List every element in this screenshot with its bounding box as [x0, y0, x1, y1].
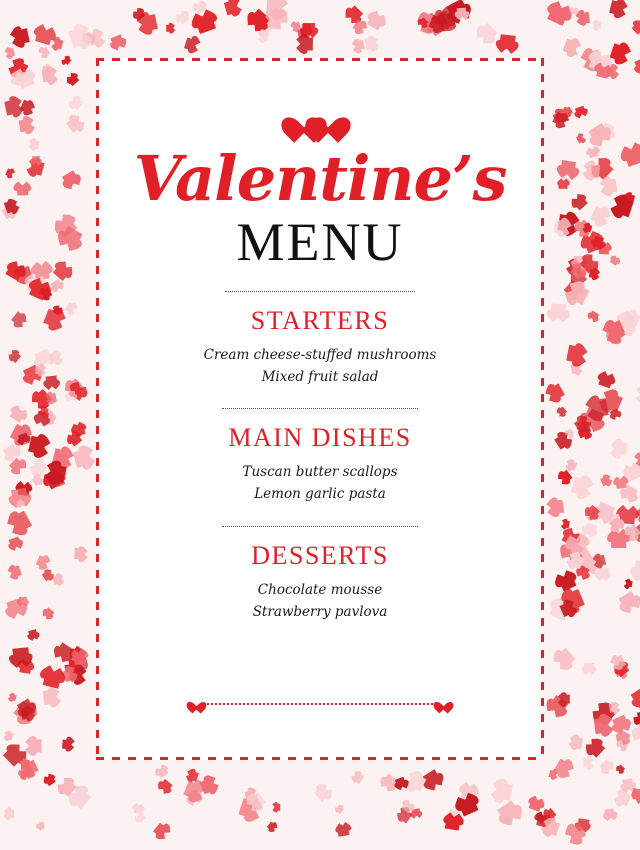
heart-confetti-icon: [36, 556, 49, 569]
heart-confetti-icon: [588, 148, 598, 158]
heart-confetti-icon: [563, 39, 578, 55]
heart-confetti-icon: [70, 97, 83, 110]
heart-confetti-icon: [134, 805, 143, 814]
heart-confetti-icon: [596, 554, 607, 565]
heart-confetti-icon: [610, 257, 619, 266]
heart-confetti-icon: [66, 116, 82, 133]
heart-confetti-icon: [32, 156, 40, 163]
heart-confetti-icon: [457, 796, 478, 816]
heart-confetti-icon: [570, 9, 576, 15]
heart-confetti-icon: [17, 72, 35, 89]
page-title-script: Valentine’s: [134, 148, 507, 210]
heart-confetti-icon: [47, 393, 56, 403]
dotted-line: [204, 703, 436, 705]
heart-confetti-icon: [157, 766, 169, 778]
heart-confetti-icon: [609, 43, 626, 61]
heart-confetti-icon: [195, 14, 216, 34]
heart-confetti-icon: [11, 311, 25, 325]
heart-confetti-icon: [10, 565, 22, 577]
heart-confetti-icon: [352, 772, 363, 783]
heart-confetti-icon: [588, 123, 609, 144]
heart-confetti-icon: [5, 169, 13, 178]
heart-right-icon: [313, 106, 343, 133]
heart-confetti-icon: [314, 786, 330, 802]
heart-confetti-icon: [553, 219, 568, 234]
heart-confetti-icon: [51, 279, 62, 290]
heart-confetti-icon: [346, 6, 362, 22]
heart-confetti-icon: [42, 66, 49, 74]
heart-confetti-icon: [53, 39, 63, 49]
heart-confetti-icon: [71, 788, 92, 809]
section-title-starters: STARTERS: [251, 306, 389, 336]
heart-confetti-icon: [622, 778, 634, 789]
heart-confetti-icon: [496, 782, 514, 801]
heart-confetti-icon: [634, 57, 640, 72]
heart-confetti-icon: [554, 433, 570, 449]
section-title-desserts: DESSERTS: [251, 541, 389, 571]
heart-confetti-icon: [583, 759, 591, 768]
heart-confetti-icon: [335, 805, 343, 813]
heart-confetti-icon: [568, 283, 589, 304]
heart-confetti-icon: [626, 580, 633, 587]
heart-confetti-icon: [611, 534, 626, 548]
heart-confetti-icon: [274, 804, 280, 811]
heart-confetti-icon: [631, 687, 640, 705]
heart-confetti-icon: [43, 608, 54, 619]
list-item: Strawberry pavlova: [253, 602, 388, 622]
menu-card: [96, 58, 544, 760]
list-item: Lemon garlic pasta: [254, 484, 386, 504]
heart-confetti-icon: [14, 28, 30, 44]
heart-confetti-icon: [69, 433, 83, 447]
heart-confetti-icon: [636, 454, 640, 464]
heart-confetti-icon: [11, 510, 32, 532]
heart-confetti-icon: [31, 140, 40, 149]
heart-confetti-icon: [18, 433, 29, 443]
heart-confetti-icon: [564, 107, 573, 116]
heart-confetti-icon: [110, 34, 124, 48]
heart-confetti-icon: [354, 39, 365, 50]
divider-3: [222, 526, 418, 527]
heart-confetti-icon: [40, 46, 50, 56]
heart-icon: [190, 697, 203, 709]
heart-confetti-icon: [576, 134, 585, 143]
heart-confetti-icon: [545, 820, 560, 836]
heart-confetti-icon: [550, 304, 566, 318]
heart-confetti-icon: [44, 775, 55, 786]
heart-confetti-icon: [589, 311, 599, 321]
heart-confetti-icon: [56, 642, 74, 660]
heart-confetti-icon: [267, 821, 277, 831]
heart-confetti-icon: [593, 236, 604, 247]
heart-confetti-icon: [67, 391, 75, 399]
heart-confetti-icon: [603, 392, 623, 413]
heart-confetti-icon: [574, 106, 585, 117]
heart-confetti-icon: [529, 799, 543, 812]
heart-confetti-icon: [301, 38, 314, 52]
list-item: Chocolate mousse: [258, 580, 382, 600]
heart-confetti-icon: [28, 629, 38, 638]
heart-confetti-icon: [560, 160, 576, 175]
heart-confetti-icon: [75, 548, 85, 559]
heart-confetti-icon: [633, 786, 640, 803]
heart-confetti-icon: [598, 568, 609, 578]
heart-confetti-icon: [73, 449, 91, 468]
heart-confetti-icon: [37, 823, 45, 831]
heart-confetti-icon: [562, 695, 570, 704]
heart-confetti-icon: [36, 28, 54, 45]
heart-confetti-icon: [62, 171, 79, 187]
heart-confetti-icon: [46, 376, 58, 387]
heart-confetti-icon: [616, 790, 631, 805]
heart-confetti-icon: [609, 1, 624, 16]
page-title-menu: MENU: [237, 214, 404, 271]
heart-confetti-icon: [548, 6, 569, 27]
heart-confetti-icon: [10, 351, 22, 363]
heart-confetti-icon: [10, 408, 25, 423]
heart-confetti-icon: [68, 74, 80, 86]
heart-confetti-icon: [224, 1, 238, 16]
heart-confetti-icon: [555, 648, 575, 668]
heart-confetti-icon: [615, 478, 626, 488]
heart-confetti-icon: [590, 207, 607, 225]
heart-confetti-icon: [559, 181, 568, 189]
heart-confetti-icon: [548, 383, 565, 400]
heart-confetti-icon: [6, 810, 14, 819]
heart-confetti-icon: [579, 12, 590, 24]
heart-confetti-icon: [21, 766, 32, 776]
heart-confetti-icon: [571, 736, 582, 748]
heart-confetti-icon: [635, 713, 640, 725]
section-title-main-dishes: MAIN DISHES: [228, 423, 411, 453]
heart-confetti-icon: [573, 196, 588, 211]
heart-confetti-icon: [613, 715, 629, 731]
heart-confetti-icon: [136, 813, 146, 823]
heart-confetti-icon: [367, 13, 384, 30]
heart-icon: [437, 697, 450, 709]
heart-confetti-icon: [53, 575, 62, 585]
hearts-dotted-divider: [190, 692, 450, 714]
heart-confetti-icon: [50, 352, 61, 363]
heart-confetti-icon: [12, 648, 29, 664]
heart-confetti-icon: [4, 200, 17, 213]
heart-confetti-icon: [16, 499, 24, 507]
heart-confetti-icon: [457, 8, 467, 17]
heart-confetti-icon: [19, 119, 32, 133]
heart-confetti-icon: [589, 269, 598, 278]
heart-confetti-icon: [395, 777, 407, 788]
heart-confetti-icon: [184, 37, 197, 51]
heart-confetti-icon: [29, 740, 41, 753]
heart-confetti-icon: [64, 303, 75, 315]
heart-confetti-icon: [599, 759, 612, 772]
heart-confetti-icon: [604, 178, 618, 193]
list-item: Tuscan butter scallops: [242, 462, 397, 482]
heart-confetti-icon: [364, 38, 376, 50]
heart-confetti-icon: [594, 717, 610, 734]
heart-confetti-icon: [337, 825, 349, 836]
heart-confetti-icon: [617, 764, 625, 772]
heart-confetti-icon: [618, 591, 638, 610]
heart-confetti-icon: [584, 663, 594, 672]
menu-card-inner: [102, 64, 538, 754]
heart-confetti-icon: [609, 703, 618, 713]
heart-confetti-icon: [62, 739, 71, 749]
heart-confetti-icon: [600, 476, 610, 487]
heart-confetti-icon: [260, 31, 268, 40]
heart-confetti-icon: [635, 560, 640, 577]
heart-confetti-icon: [625, 323, 636, 334]
divider-1: [225, 291, 415, 292]
heart-confetti-icon: [560, 469, 573, 482]
heart-confetti-icon: [550, 500, 563, 514]
heart-confetti-icon: [598, 374, 613, 388]
heart-confetti-icon: [17, 185, 28, 195]
heart-confetti-icon: [42, 670, 61, 688]
list-item: Mixed fruit salad: [262, 367, 379, 387]
divider-2: [222, 408, 418, 409]
heart-confetti-icon: [614, 442, 627, 456]
heart-confetti-icon: [567, 461, 577, 471]
double-hearts-icon: [289, 106, 351, 136]
heart-confetti-icon: [615, 198, 634, 218]
heart-confetti-icon: [43, 689, 57, 704]
heart-confetti-icon: [445, 816, 460, 831]
heart-confetti-icon: [177, 12, 189, 24]
heart-confetti-icon: [10, 694, 17, 702]
list-item: Cream cheese-stuffed mushrooms: [204, 345, 437, 365]
heart-confetti-icon: [32, 476, 43, 487]
heart-confetti-icon: [478, 23, 497, 42]
heart-confetti-icon: [9, 537, 21, 549]
heart-confetti-icon: [500, 34, 516, 49]
heart-confetti-icon: [631, 22, 640, 35]
heart-confetti-icon: [153, 823, 168, 838]
heart-confetti-icon: [42, 570, 53, 581]
heart-confetti-icon: [557, 406, 566, 415]
heart-confetti-icon: [7, 47, 16, 56]
heart-confetti-icon: [6, 732, 14, 740]
heart-confetti-icon: [4, 99, 19, 115]
heart-confetti-icon: [497, 800, 519, 822]
heart-confetti-icon: [571, 477, 589, 496]
heart-confetti-icon: [52, 263, 70, 281]
heart-confetti-icon: [624, 147, 640, 167]
heart-confetti-icon: [587, 164, 600, 178]
heart-confetti-icon: [68, 27, 88, 48]
heart-confetti-icon: [634, 724, 640, 742]
heart-confetti-icon: [159, 778, 172, 791]
heart-confetti-icon: [21, 758, 30, 766]
heart-confetti-icon: [35, 366, 43, 375]
heart-confetti-icon: [596, 65, 609, 78]
heart-confetti-icon: [595, 21, 602, 28]
heart-confetti-icon: [566, 345, 583, 363]
heart-confetti-icon: [166, 25, 173, 32]
heart-confetti-icon: [588, 740, 605, 757]
heart-confetti-icon: [604, 809, 615, 819]
heart-confetti-icon: [563, 520, 570, 528]
heart-confetti-icon: [548, 770, 556, 778]
heart-confetti-icon: [584, 523, 597, 536]
heart-confetti-icon: [63, 56, 71, 65]
